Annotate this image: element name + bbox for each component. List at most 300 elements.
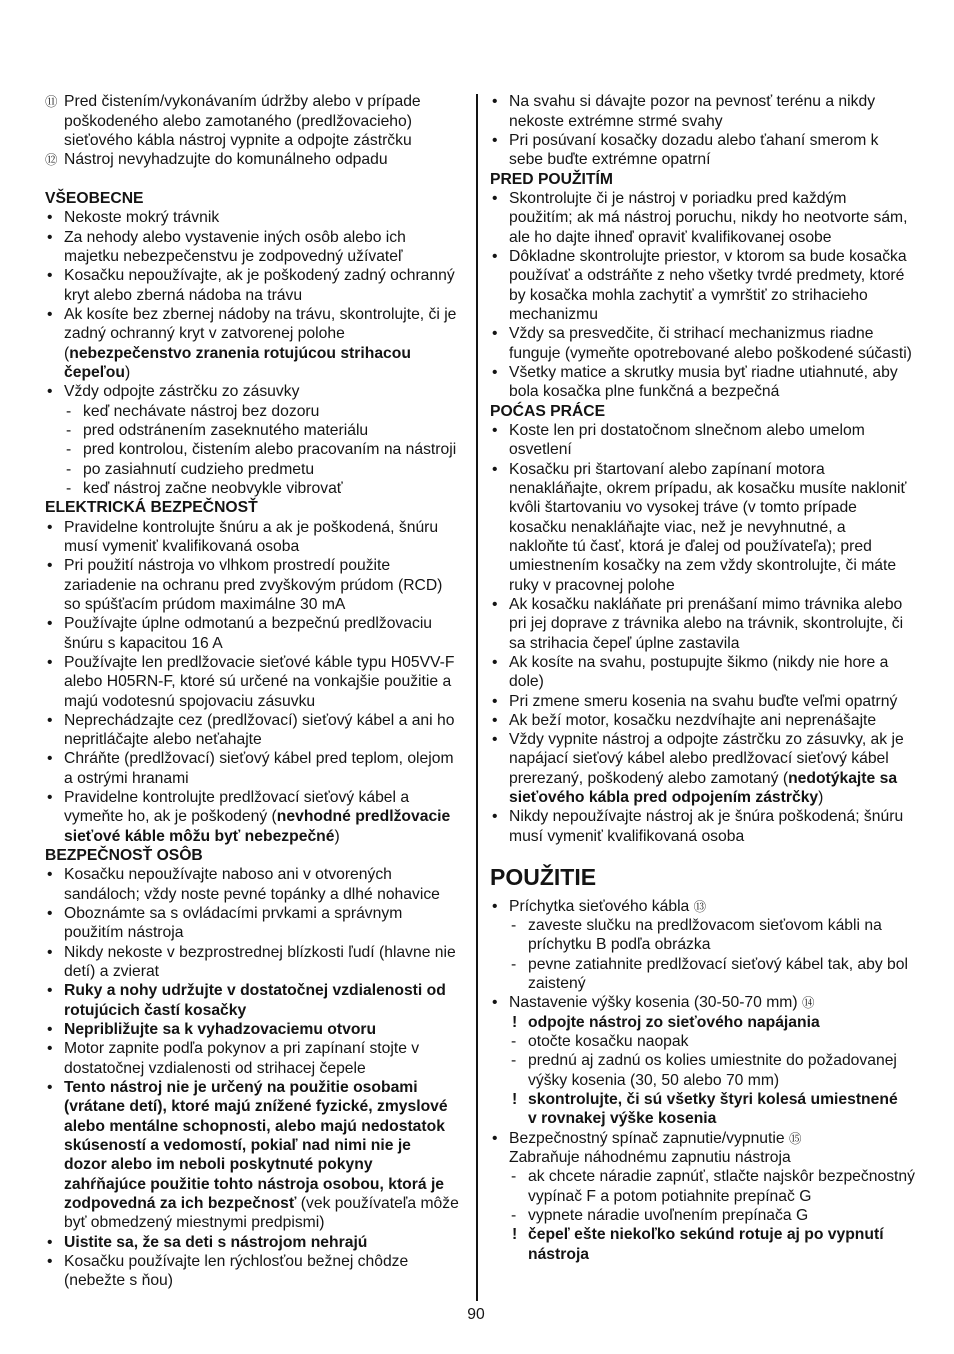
text-run: Ak kosíte na svahu, postupujte šikmo (nikdy nie hore a [509,653,889,671]
text-run: Príchytka sieťového kábla [509,897,694,915]
text-run: Nikdy nekoste v bezprostrednej blízkosti ľudí (hlavne nie [64,943,456,961]
bullet-item [45,749,470,788]
text-run: byť obmedzený miestnymi predpismi) [64,1214,325,1232]
text-line [509,131,915,150]
section [490,402,915,847]
dash-marker: - [66,460,72,478]
text-line [509,653,915,672]
text-run: Skontrolujte či je nástroj v poriadku pred každým [509,189,847,207]
text-line [509,460,915,479]
text-run: by kosačka mohla zachytiť a vymrštiť zo strihacieho [509,286,868,304]
text-run: pred odstránením zaseknutého materiálu [83,421,369,439]
text-line [509,305,915,324]
text-run: umiestnením kosačky na zem vždy skontrolujte, či máte [509,557,897,575]
text-line [528,1245,915,1264]
warning-marker: ! [512,1013,518,1031]
text-line [528,974,915,993]
text-line [509,498,915,517]
figure-reference-mark: ⑮ [788,1130,802,1146]
text-line [64,1117,470,1136]
section-heading: PRED POUŽITÍM [490,170,613,188]
text-run: Neprechádzajte cez (predlžovací) sieťový kábel a ani ho [64,711,455,729]
bold-text-run: alebo mentálne schopnosti, alebo majú nedostatok [64,1117,445,1135]
bullet-item [45,305,470,382]
bold-text-run: nevhodné predlžovacie [276,808,451,826]
text-line [528,1167,915,1186]
bullet-marker: • [492,711,498,729]
text-run: ruky v pracovnej polohe [509,576,675,594]
text-line [64,1175,470,1194]
text-line [64,865,470,884]
bullet-marker: • [47,1233,53,1251]
text-run: nepritláčajte alebo neťahajte [64,731,262,749]
text-run: vypínač F a potom potiahnite prepínač G [528,1187,812,1205]
bullet-item [45,1252,470,1291]
text-line [509,749,915,768]
text-run: Oboznámte sa s ovládacími prvkami a správnym [64,905,403,923]
section [490,92,915,169]
text-run: Bezpečnostný spínač zapnutie/vypnutie [509,1129,789,1147]
text-line [64,769,470,788]
text-run: nakloňte tú časť, ktorá je ďalej od používateľa); pred [509,537,872,555]
bullet-item [45,382,470,498]
text-line [64,112,470,131]
text-line [509,614,915,633]
bold-text-run: Nepribližujte sa k vyhadzovaciemu otvoru [64,1021,377,1039]
dash-item [509,1167,915,1206]
column-divider [476,94,478,1301]
symbol-notes [45,92,470,169]
text-run: pevne zatiahnite predlžovací sieťový kábel tak, aby bol [528,955,908,973]
text-line [64,363,470,382]
text-run: Na svahu si dávajte pozor na pevnosť terénu a nikdy [509,93,876,111]
bold-text-run: nástroja [528,1245,590,1263]
text-line [528,1109,915,1128]
text-run: dole) [509,673,544,691]
bullet-marker: • [47,615,53,633]
text-line [64,266,470,285]
dash-item [64,421,470,440]
text-run: mechanizmu [509,305,598,323]
text-line [509,112,915,131]
text-line [528,1071,915,1090]
bullet-item [490,92,915,131]
bold-text-run: sieťového kábla pred odpojením zástrčky [509,789,819,807]
text-line [64,131,470,150]
bullet-marker: • [492,363,498,381]
text-line [64,1097,470,1116]
bold-text-run: v rovnakej výške kosenia [528,1110,717,1128]
symbol-note [45,150,470,169]
bullet-marker: • [492,325,498,343]
text-run: Za nehody alebo vystavenie iných osôb alebo ich [64,228,406,246]
section-heading: VŠEOBECNE [45,189,144,207]
text-line [64,692,470,711]
text-line [528,1090,915,1109]
text-line [64,324,470,343]
text-run: osvetlení [509,441,572,459]
text-run: so spúšťacím prúdom maximálne 30 mA [64,595,346,613]
dash-item [509,916,915,955]
text-run: Kosačku pri štartovaní alebo zapínaní motora [509,460,825,478]
text-run: Pravidelne kontrolujte predlžovací sieťový kábel a [64,789,410,807]
dash-marker: - [511,955,517,973]
text-line [64,943,470,962]
text-run: Ak beží motor, kosačku nezdvíhajte ani neprenášajte [509,711,877,729]
text-run: použitím; ak má nástroj poruchu, nikdy ho neotvorte sám, [509,209,908,227]
text-line [509,440,915,459]
text-line [64,208,470,227]
bullet-marker: • [47,943,53,961]
bullet-marker: • [492,808,498,826]
text-line [83,479,470,498]
text-run: Chráňte (predlžovací) sieťový kábel pred teplom, olejom [64,750,454,768]
text-run: Kosačku nepoužívajte naboso ani v otvorených [64,866,392,884]
text-run: napájací sieťový kábel alebo predlžovací sieťový kábel [509,750,889,768]
bullet-item [45,943,470,982]
bullet-item [45,556,470,614]
text-line [64,247,470,266]
text-run: výšky kosenia (30, 50 alebo 70 mm) [528,1071,780,1089]
page-number: 90 [467,1306,485,1323]
text-run: ( [64,344,70,362]
bullet-marker: • [47,383,53,401]
text-run: Nástroj nevyhadzujte do komunálneho odpadu [64,151,388,169]
text-line [509,479,915,498]
symbol-note [45,92,470,150]
text-line [64,286,470,305]
bullet-item [490,460,915,595]
dash-marker: - [511,917,517,935]
text-line [64,537,470,556]
text-run: poškodeného alebo zamotaného (predlžovacieho) [64,112,412,130]
bullet-marker: • [492,994,498,1012]
text-run: šnúru s kapacitou 16 A [64,634,223,652]
text-line [64,595,470,614]
text-line [64,1271,470,1290]
bold-text-run: (vrátane detí), ktoré majú znížené fyzické, zmyslové [64,1098,448,1116]
warning-marker: ! [512,1091,518,1109]
text-line [528,916,915,935]
bullet-item [490,1129,915,1264]
warning-item [509,1090,915,1129]
text-line [509,993,915,1012]
text-run: kosačku nenakláňajte viac, než je nevyhnutné, a [509,518,846,536]
text-run: Pri posúvaní kosačky dozadu alebo ťahaní smerom k [509,131,879,149]
text-run: Pri zmene smeru kosenia na svahu buďte veľmi opatrný [509,692,898,710]
text-run: musí vymeniť kvalifikovaná osoba [64,537,300,555]
bullet-marker: • [492,1129,498,1147]
text-line [64,1252,470,1271]
text-run: Nikdy nepoužívajte nástroj ak je šnúra poškodená; šnúru [509,808,904,826]
bullet-marker: • [47,1079,53,1097]
bullet-marker: • [492,421,498,439]
text-run: Používajte len predlžovacie sieťové káble typu H05VV-F [64,653,455,671]
text-run: nenakláňajte, okrem prípadu, ak kosačku musíte nakloniť [509,479,907,497]
bold-text-run: sieťové káble môžu byť nebezpečné [64,827,335,845]
text-line [64,1155,470,1174]
text-run: Pri použití nástroja vo vlhkom prostredí použite [64,557,391,575]
usage-items [490,897,915,1264]
text-line [64,1194,470,1213]
text-run: Ak kosíte bez zbernej nádoby na trávu, skontrolujte, či je [64,305,457,323]
text-run: (vek používateľa môže [296,1195,459,1213]
text-run: vymeňte ho, ak je poškodený ( [64,808,277,826]
figure-reference-mark: ⑭ [801,995,815,1011]
dash-item [509,1051,915,1090]
text-run: pred kontrolou, čistením alebo pracovaním na nástroji [83,441,457,459]
bullet-item [45,614,470,653]
bold-text-run: zahŕňajúce použitie tohto nástroja osobou, ktorá je [64,1175,445,1193]
text-run: po zasiahnutí cudzieho predmetu [83,460,315,478]
text-run: sieťového kábla nástroj vypnite a odpojte zástrčku [64,131,412,149]
dash-marker: - [66,479,72,497]
dash-item [64,440,470,459]
bullet-item [45,228,470,267]
bullet-marker: • [47,209,53,227]
bullet-item [45,865,470,904]
text-run: vypnete náradie uvoľnením prepínača G [528,1207,809,1225]
bold-text-run: skontrolujte, či sú všetky štyri kolesá umiestnené [528,1091,898,1109]
bold-text-run: skúseností a vedomostí, pokiaľ nad nimi nie je [64,1137,411,1155]
dash-marker: - [66,441,72,459]
text-line [64,904,470,923]
text-line [64,962,470,981]
bullet-marker: • [47,1040,53,1058]
bullet-item [45,1078,470,1233]
text-line [509,788,915,807]
text-line [509,711,915,730]
text-line [64,730,470,749]
bullet-item [490,595,915,653]
bullet-marker: • [47,518,53,536]
text-line [64,672,470,691]
bullet-item [490,897,915,994]
bullet-marker: • [47,711,53,729]
section [45,846,470,1291]
bullet-marker: • [47,267,53,285]
text-line [509,518,915,537]
bullet-marker: • [47,1253,53,1271]
text-line [83,421,470,440]
text-run: ) [334,827,340,845]
bullet-item [490,807,915,846]
text-line [64,827,470,846]
text-run: kvôli štartovaniu vo vysokej tráve (v tomto prípade [509,499,857,517]
text-line [64,634,470,653]
text-line [83,402,470,421]
bullet-marker: • [47,750,53,768]
section-heading: BEZPEČNOSŤ OSÔB [45,847,203,865]
text-line [64,1039,470,1058]
text-line [509,382,915,401]
text-run: Zabraňuje náhodnému zapnutiu nástroja [509,1149,791,1167]
bold-text-run: nebezpečenstvo zranenia rotujúcou strihacou [69,344,411,362]
text-run: Ak kosačku nakláňate pri prenášaní mimo trávnika alebo [509,595,903,613]
text-run: Koste len pri dostatočnom slnečnom alebo umelom [509,421,865,439]
bullet-item [45,981,470,1020]
bullet-marker: • [492,595,498,613]
text-line [64,614,470,633]
right-column [490,92,915,1264]
text-line [509,1129,915,1148]
text-run: bola kosačka plne funkčná a bezpečná [509,383,780,401]
text-run: používať a odstráňte z neho všetky tvrdé predmety, ktoré [509,267,905,285]
dash-item [509,955,915,994]
text-line [64,92,470,111]
text-run: sandáloch; vždy noste pevné topánky a dlhé nohavice [64,885,440,903]
text-line [509,576,915,595]
bullet-item [45,788,470,846]
bullet-item [490,131,915,170]
text-line [64,556,470,575]
text-run: Kosačku používajte len rýchlosťou bežnej chôdze [64,1253,409,1271]
bullet-item [490,189,915,247]
bullet-item [490,993,915,1128]
text-run: zadný ochranný kryt v zatvorenej polohe [64,325,345,343]
bullet-marker: • [47,557,53,575]
text-line [509,208,915,227]
text-run: príchytku B podľa obrázka [528,936,711,954]
right-sections [490,92,915,846]
text-line [64,576,470,595]
text-line [528,1225,915,1244]
text-run: zariadenie na ochranu pred zvyškovým prúdom (RCD) [64,576,443,594]
bullet-item [45,266,470,305]
text-line [509,363,915,382]
text-line [509,807,915,826]
text-line [64,228,470,247]
bullet-item [45,904,470,943]
text-run: keď nástroj začne neobvykle vibrovať [83,479,343,497]
text-line [509,692,915,711]
bullet-item [45,208,470,227]
text-line [528,1206,915,1225]
text-line [509,228,915,247]
text-line [509,1148,915,1167]
text-line [64,923,470,942]
text-line [64,305,470,324]
bullet-marker: • [492,692,498,710]
dash-marker: - [511,1207,517,1225]
bold-text-run: dozor alebo im neboli poskytnuté pokyny [64,1156,373,1174]
text-line [528,1013,915,1032]
bullet-marker: • [47,653,53,671]
text-line [64,981,470,1000]
bold-text-run: zodpovedná za ich bezpečnosť [64,1195,297,1213]
text-line [509,150,915,169]
text-line [528,955,915,974]
symbol-note-number: ⑫ [45,152,58,168]
section [45,189,470,498]
text-line [64,1136,470,1155]
text-line [64,807,470,826]
usage-section [490,846,915,1264]
text-line [509,189,915,208]
bold-text-run: odpojte nástroj zo sieťového napájania [528,1013,820,1031]
text-line [64,1078,470,1097]
text-line [509,672,915,691]
text-run: ) [124,363,131,381]
bullet-marker: • [492,189,498,207]
left-sections [45,189,470,1291]
bullet-item [45,711,470,750]
text-run: funguje (vymeňte opotrebované alebo poškodené súčasti) [509,344,912,362]
bullet-item [490,692,915,711]
text-run: alebo H05RN-F, ktoré sú určené na vonkajšie použitie a [64,673,452,691]
section [45,498,470,846]
text-line [64,788,470,807]
bullet-item [490,421,915,460]
text-line [509,556,915,575]
text-run: Používajte úplne odmotanú a bezpečnú predlžovaciu [64,615,433,633]
text-line [64,653,470,672]
text-line [509,537,915,556]
text-run: Nastavenie výšky kosenia (30-50-70 mm) [509,994,802,1012]
text-run: kryt alebo zberná nádoba na trávu [64,286,303,304]
text-run: Vždy sa presvedčite, či strihací mechanizmus riadne [509,325,874,343]
bullet-item [490,247,915,324]
text-run: musí vymeniť kvalifikovaná osoba [509,827,745,845]
text-run: ) [818,789,824,807]
text-line [528,1187,915,1206]
warning-item [509,1013,915,1032]
text-line [509,92,915,111]
text-line [83,440,470,459]
dash-marker: - [66,421,72,439]
section-heading: POĆAS PRÁCE [490,402,606,420]
text-line [64,711,470,730]
text-run: dostatočnej vzdialenosti od strihacej čepele [64,1059,366,1077]
text-line [64,1020,470,1039]
bullet-item [45,518,470,557]
warning-item [509,1225,915,1264]
text-line [64,382,470,401]
warning-marker: ! [512,1226,518,1244]
text-line [509,324,915,343]
bold-text-run: nedotýkajte sa [788,769,898,787]
text-run: použitím nástroja [64,924,184,942]
bullet-marker: • [47,866,53,884]
text-run: nekoste extrémne strmé svahy [509,112,723,130]
text-run: Kosačku nepoužívajte, ak je poškodený zadný ochranný [64,267,455,285]
text-line [528,935,915,954]
bold-text-run: Ruky a nohy udržujte v dostatočnej vzdialenosti od [64,982,446,1000]
text-run: a ostrými hranami [64,769,189,787]
dash-marker: - [66,402,72,420]
bullet-marker: • [492,731,498,749]
text-line [83,460,470,479]
bullet-item [45,653,470,711]
bullet-marker: • [47,905,53,923]
bullet-item [490,324,915,363]
text-run: ale ho dajte ihneď opraviť kvalifikovanej osobe [509,228,832,246]
text-line [64,1059,470,1078]
dash-item [64,479,470,498]
bullet-item [490,711,915,730]
bold-text-run: rotujúcich častí kosačky [64,1001,247,1019]
dash-marker: - [511,1052,517,1070]
text-line [509,730,915,749]
figure-reference-mark: ⑬ [693,898,707,914]
bullet-item [45,1233,470,1252]
text-line [509,344,915,363]
text-line [64,1233,470,1252]
usage-title: POUŽITIE [490,864,597,891]
text-run: Pred čistením/vykonávaním údržby alebo v prípade [64,93,421,111]
text-line [64,150,470,169]
symbol-note-number: ⑪ [45,94,58,110]
